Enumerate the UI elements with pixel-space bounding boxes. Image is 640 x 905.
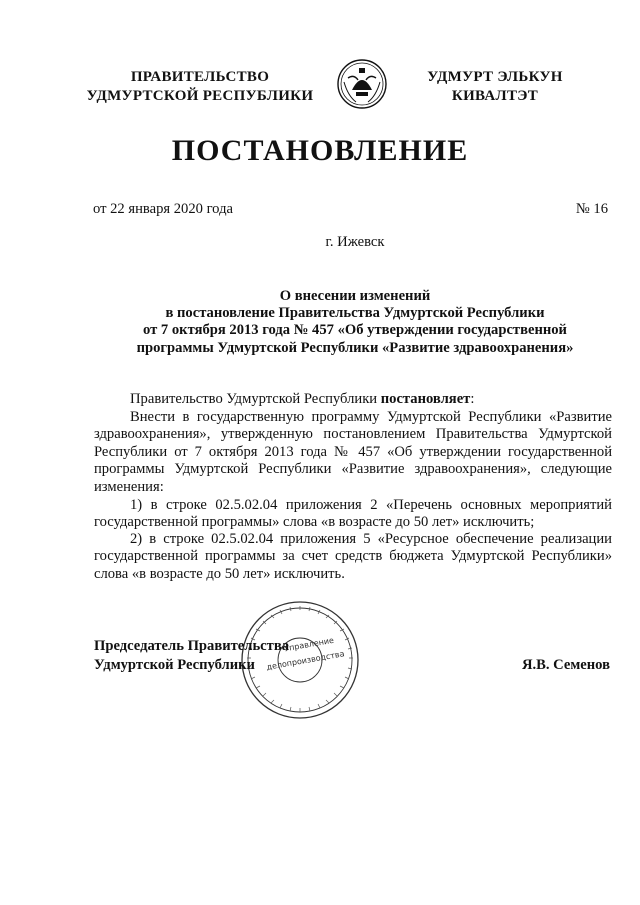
- subject-line-3: от 7 октября 2013 года № 457 «Об утверждении государственной: [143, 322, 567, 339]
- stamp-line-1: Управление: [283, 635, 335, 654]
- document-number: № 16: [575, 201, 608, 217]
- intro-colon: :: [470, 391, 475, 407]
- header-left-line2: УДМУРТСКОЙ РЕСПУБЛИКИ: [86, 88, 314, 104]
- document-date: от 22 января 2020 года: [93, 201, 233, 217]
- intro-text: Правительство Удмуртской Республики: [130, 391, 381, 407]
- stamp: [238, 598, 362, 722]
- body-paragraph-1: Внести в государственную программу Удмуртской Республики «Развитие здравоохранения», утвержденную постановлением Правительства Удмуртской Республики от 7 октября 2013 года № 457 «Об утверждении государственной программы Удмуртской Республики «Развитие здравоохранения», следующие изменения:: [94, 409, 612, 495]
- intro-verb: постановляет: [380, 391, 471, 407]
- header-left-line1: ПРАВИТЕЛЬСТВО: [130, 69, 270, 85]
- signature-position-line1: Председатель Правительства: [94, 638, 290, 654]
- body-item-1: 1) в строке 02.5.02.04 приложения 2 «Перечень основных мероприятий государственной программы» слова «в возрасте до 50 лет» исключить;: [94, 497, 612, 531]
- document-city: г. Ижевск: [325, 234, 385, 250]
- body-item-2: 2) в строке 02.5.02.04 приложения 5 «Ресурсное обеспечение реализации государственной программы за счет средств бюджета Удмуртской Республики» слова «в возрасте до 50 лет» исключить.: [94, 531, 612, 582]
- subject-line-4: программы Удмуртской Республики «Развитие здравоохранения»: [136, 339, 574, 356]
- subject-line-1: О внесении изменений: [279, 288, 431, 304]
- header-right-line2: КИВАЛТЭТ: [451, 88, 539, 104]
- signature-name: Я.В. Семенов: [521, 657, 610, 673]
- document-subject: [100, 288, 610, 357]
- signature-position-line2: Удмуртской Республики: [94, 657, 255, 673]
- document-title: ПОСТАНОВЛЕНИЕ: [171, 134, 469, 167]
- body-intro: [130, 391, 610, 408]
- subject-line-2: в постановление Правительства Удмуртской Республики: [165, 305, 545, 322]
- stamp-line-2: делопроизводства: [265, 649, 346, 672]
- header-right-line1: УДМУРТ ЭЛЬКУН: [427, 69, 563, 85]
- coat-of-arms-icon: [336, 56, 388, 112]
